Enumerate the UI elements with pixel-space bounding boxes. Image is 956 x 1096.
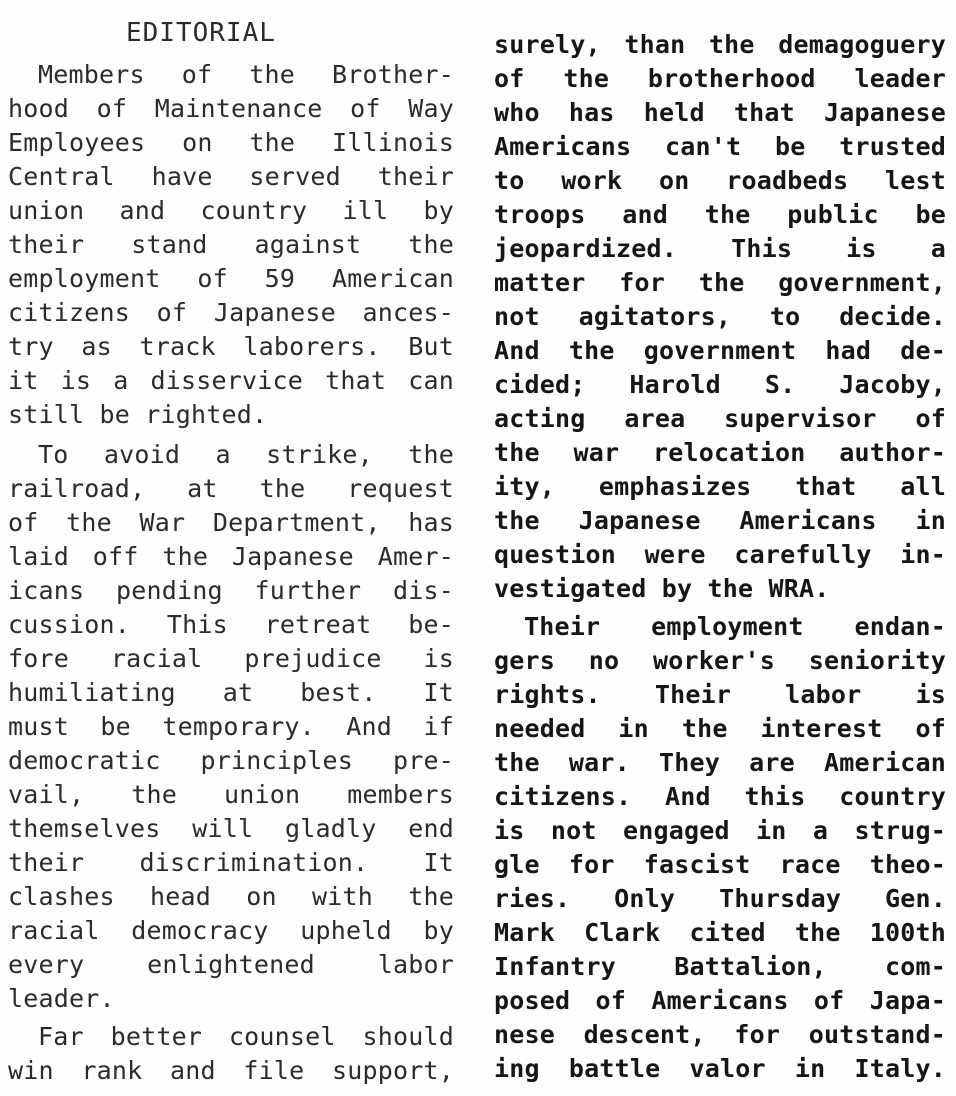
text-line: try as track laborers. But (8, 332, 454, 361)
text-line: still be righted. (8, 400, 268, 429)
text-line: every enlightened labor (8, 950, 454, 979)
text-line: win rank and file support, (8, 1056, 454, 1085)
text-line: Americans can't be trusted (494, 132, 946, 161)
text-line: fore racial prejudice is (8, 644, 454, 673)
text-line: And the government had de- (494, 336, 946, 365)
text-line: the war. They are American (494, 748, 946, 777)
text-line: Infantry Battalion, com- (494, 952, 946, 981)
text-line: democratic principles pre- (8, 746, 454, 775)
text-line: the war relocation author- (494, 438, 946, 467)
text-line: ries. Only Thursday Gen. (494, 884, 946, 913)
text-line: leader. (8, 984, 115, 1013)
text-line: who has held that Japanese (494, 98, 946, 127)
text-line: icans pending further dis- (8, 576, 454, 605)
text-line: railroad, at the request (8, 474, 454, 503)
text-line: of the War Department, has (8, 508, 454, 537)
text-line: surely, than the demagoguery (494, 30, 946, 59)
text-line: To avoid a strike, the (38, 440, 454, 469)
text-line: cussion. This retreat be- (8, 610, 454, 639)
text-line: hood of Maintenance of Way (8, 94, 454, 123)
text-line: jeopardized. This is a (494, 234, 946, 263)
text-line: is not engaged in a strug- (494, 816, 946, 845)
text-line: Members of the Brother- (38, 60, 454, 89)
text-line: Their employment endan- (524, 612, 946, 641)
text-line: Mark Clark cited the 100th (494, 918, 946, 947)
text-line: Central have served their (8, 162, 454, 191)
text-line: gers no worker's seniority (494, 646, 946, 675)
text-line: posed of Americans of Japa- (494, 986, 946, 1015)
text-line: clashes head on with the (8, 882, 454, 911)
text-line: ity, emphasizes that all (494, 472, 946, 501)
text-line: citizens of Japanese ances- (8, 298, 454, 327)
text-line: citizens. And this country (494, 782, 946, 811)
text-line: nese descent, for outstand- (494, 1020, 946, 1049)
text-line: Far better counsel should (38, 1022, 454, 1051)
text-line: ing battle valor in Italy. (494, 1054, 946, 1083)
text-line: needed in the interest of (494, 714, 946, 743)
text-line: Employees on the Illinois (8, 128, 454, 157)
text-line: must be temporary. And if (8, 712, 454, 741)
text-line: employment of 59 American (8, 264, 454, 293)
text-line: it is a disservice that can (8, 366, 454, 395)
text-line: rights. Their labor is (494, 680, 946, 709)
text-line: laid off the Japanese Amer- (8, 542, 454, 571)
text-line: union and country ill by (8, 196, 454, 225)
text-line: cided; Harold S. Jacoby, (494, 370, 946, 399)
text-line: the Japanese Americans in (494, 506, 946, 535)
text-line: to work on roadbeds lest (494, 166, 946, 195)
text-line: matter for the government, (494, 268, 946, 297)
text-line: racial democracy upheld by (8, 916, 454, 945)
text-line: not agitators, to decide. (494, 302, 946, 331)
text-line: their stand against the (8, 230, 454, 259)
text-line: themselves will gladly end (8, 814, 454, 843)
text-line: humiliating at best. It (8, 678, 454, 707)
text-line: acting area supervisor of (494, 404, 946, 433)
editorial-title: EDITORIAL (126, 18, 276, 48)
text-line: vestigated by the WRA. (494, 574, 830, 603)
text-line: troops and the public be (494, 200, 946, 229)
text-line: vail, the union members (8, 780, 454, 809)
text-line: gle for fascist race theo- (494, 850, 946, 879)
text-line: of the brotherhood leader (494, 64, 946, 93)
text-line: question were carefully in- (494, 540, 946, 569)
text-line: their discrimination. It (8, 848, 454, 877)
